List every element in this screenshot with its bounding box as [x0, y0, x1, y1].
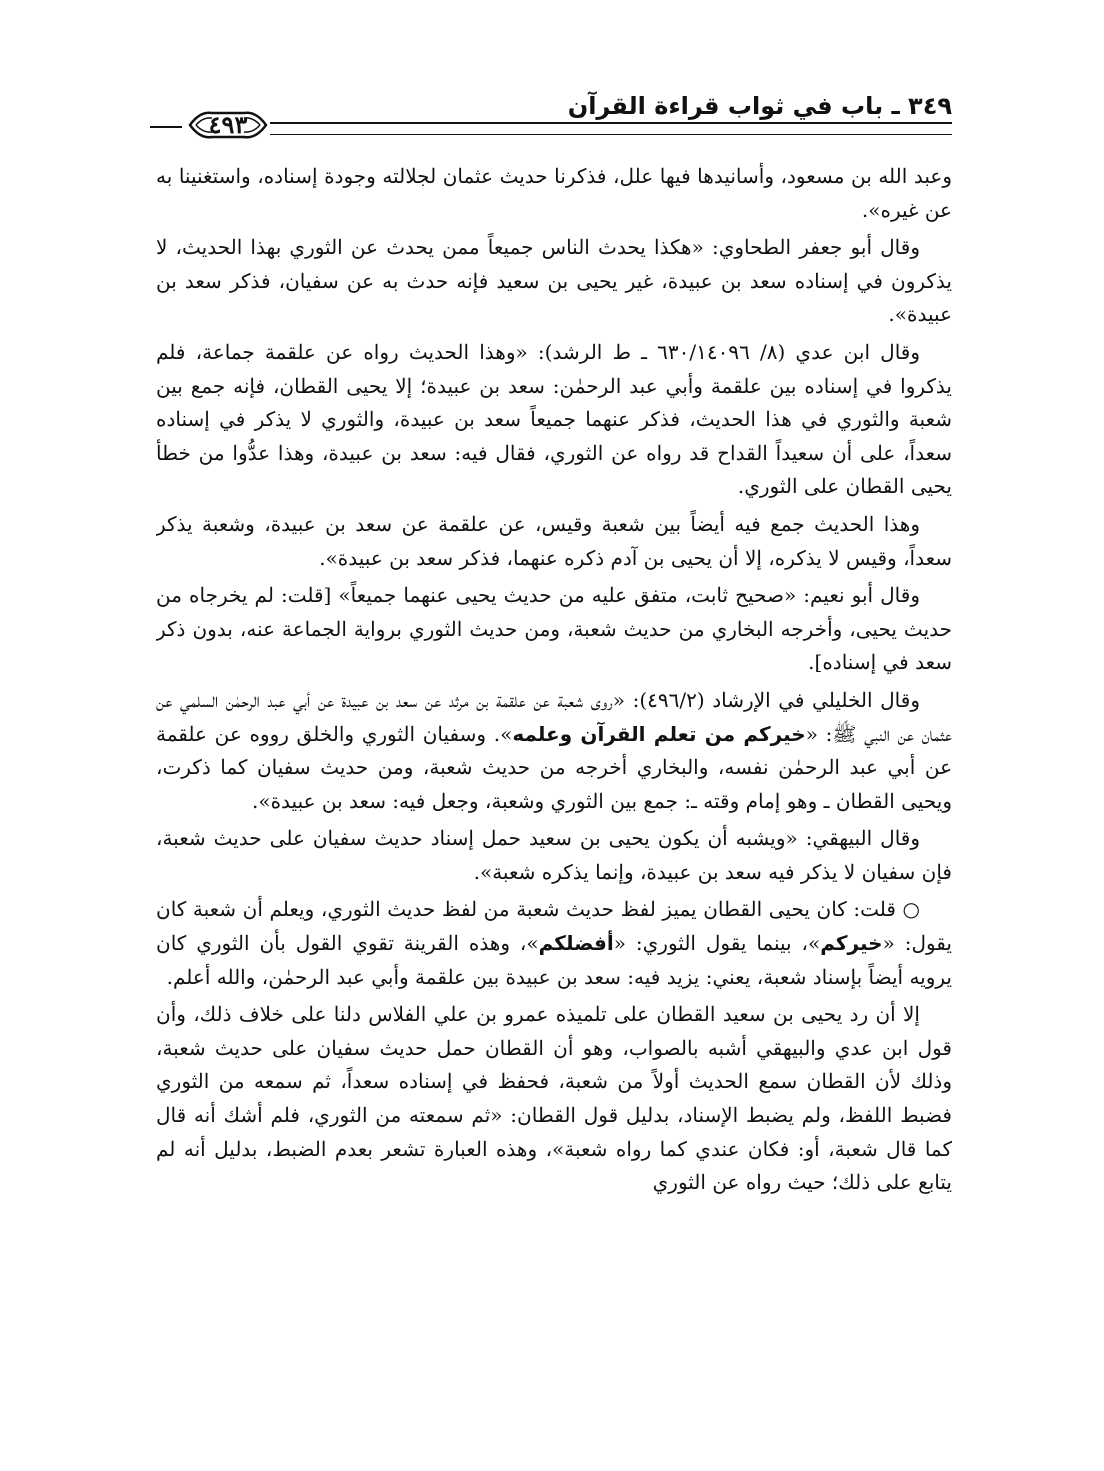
paragraph-3	[156, 336, 952, 504]
quote-bold: أفضلكم	[538, 931, 614, 956]
page-number: ٤٩٣	[208, 110, 248, 139]
paragraph-text: وقال البيهقي: «ويشبه أن يكون يحيى بن سعيد حمل إسناد حديث سفيان على حديث شعبة، فإن سفيان لا يذكر فيه سعد بن عبيدة، وإنما يذكره شعبة».	[156, 826, 952, 884]
paragraph-5	[156, 579, 952, 680]
paragraph-text: ○ قلت: كان يحيى القطان يميز لفظ حديث شعبة من لفظ حديث الثوري، ويعلم أن شعبة كان يقول: «	[156, 897, 952, 956]
header-double-rule	[270, 122, 952, 135]
paragraph-text: »، وهذه القرينة تقوي القول بأن الثوري كان يرويه أيضاً بإسناد شعبة، يعني: يزيد فيه: سعد بن عبيدة بين علقمة وأبي عبد الرحمٰن، والله أعلم.	[156, 931, 952, 989]
header-rule-left	[150, 126, 182, 128]
paragraph-8	[156, 893, 952, 994]
body-text	[156, 160, 952, 1380]
chapter-title: ٣٤٩ ـ باب في ثواب قراءة القرآن	[567, 92, 952, 120]
paragraph-text: وقال الخليلي في الإرشاد (٤٩٦/٢): «روى شعبة عن علقمة بن مرثد عن سعد بن عبيدة عن أبي عبد الرحمٰن السلمي عن عثمان عن النبي ﷺ: «	[156, 687, 952, 746]
paragraph-text: وقال أبو جعفر الطحاوي: «هكذا يحدث الناس جميعاً ممن يحدث عن الثوري بهذا الحديث، لا يذكرون في إسناده سعد بن عبيدة، غير يحيى بن سعيد فإنه حدث به عن سفيان، فذكر سعد بن عبيدة».	[156, 235, 952, 327]
paragraph-text: وقال ابن عدي (٨/ ٦٣٠/١٤٠٩٦ ـ ط الرشد): «وهذا الحديث رواه عن علقمة جماعة، فلم يذكروا في إسناده بين علقمة وأبي عبد الرحمٰن: سعد بن عبيدة؛ إلا يحيى القطان، فإنه جمع بين شعبة والثوري في هذا الحديث، فذكر عنهما جميعاً سعد بن عبيدة، والثوري لا يذكر في إسناده سعداً، على أن سعيداً القداح قد رواه عن الثوري، فقال فيه: سعد بن عبيدة، وهذا عدُّوا من خطأ يحيى القطان على الثوري.	[156, 339, 952, 499]
paragraph-7	[156, 822, 952, 889]
paragraph-text: إلا أن رد يحيى بن سعيد القطان على تلميذه عمرو بن علي الفلاس دلنا على خلاف ذلك، وأن قول ابن عدي والبيهقي أشبه بالصواب، وهو أن القطان حمل حديث سفيان على حديث شعبة، وذلك لأن القطان سمع الحديث أولاً من شعبة، فحفظ في إسناده سعداً، ثم سمعه من الثوري فضبط اللفظ، ولم يضبط الإسناد، بدليل قول القطان: «ثم سمعته من الثوري، فلم أشك أنه قال كما قال شعبة، أو: فكان عندي كما رواه شعبة»، وهذه العبارة تشعر بعدم الضبط، بدليل أنه لم يتابع على ذلك؛ حيث رواه عن الثوري	[156, 1002, 952, 1195]
quote-bold: خيركم	[820, 931, 883, 956]
paragraph-text: ». وسفيان الثوري والخلق رووه عن علقمة عن أبي عبد الرحمٰن نفسه، والبخاري أخرجه من حديث شعبة، ومن حديث سفيان كما ذكرت، ويحيى القطان ـ وهو إمام وقته ـ: جمع بين الثوري وشعبة، وجعل فيه: سعد بن عبيدة».	[156, 721, 952, 813]
paragraph-2	[156, 231, 952, 332]
paragraph-text: وعبد الله بن مسعود، وأسانيدها فيها علل، فذكرنا حديث عثمان لجلالته وجودة إسناده، واستغنينا به عن غيره».	[156, 164, 952, 222]
paragraph-text: وقال أبو نعيم: «صحيح ثابت، متفق عليه من حديث يحيى عنهما جميعاً» [قلت: لم يخرجاه من حديث يحيى، وأخرجه البخاري من حديث شعبة، ومن حديث الثوري برواية الجماعة عنه، بدون ذكر سعد في إسناده].	[156, 583, 952, 675]
page-header	[150, 92, 952, 140]
paragraph-1	[156, 160, 952, 227]
paragraph-4	[156, 508, 952, 575]
hadith-quote-bold: خيركم من تعلم القرآن وعلمه	[512, 721, 806, 746]
paragraph-6	[156, 684, 952, 818]
page-number-badge	[186, 108, 270, 142]
paragraph-text: »، بينما يقول الثوري: «	[613, 931, 821, 956]
paragraph-9	[156, 998, 952, 1200]
paragraph-text: وهذا الحديث جمع فيه أيضاً بين شعبة وقيس، عن علقمة عن سعد بن عبيدة، وشعبة يذكر سعداً، وقيس لا يذكره، إلا أن يحيى بن آدم ذكره عنهما، فذكر سعد بن عبيدة».	[156, 511, 952, 570]
